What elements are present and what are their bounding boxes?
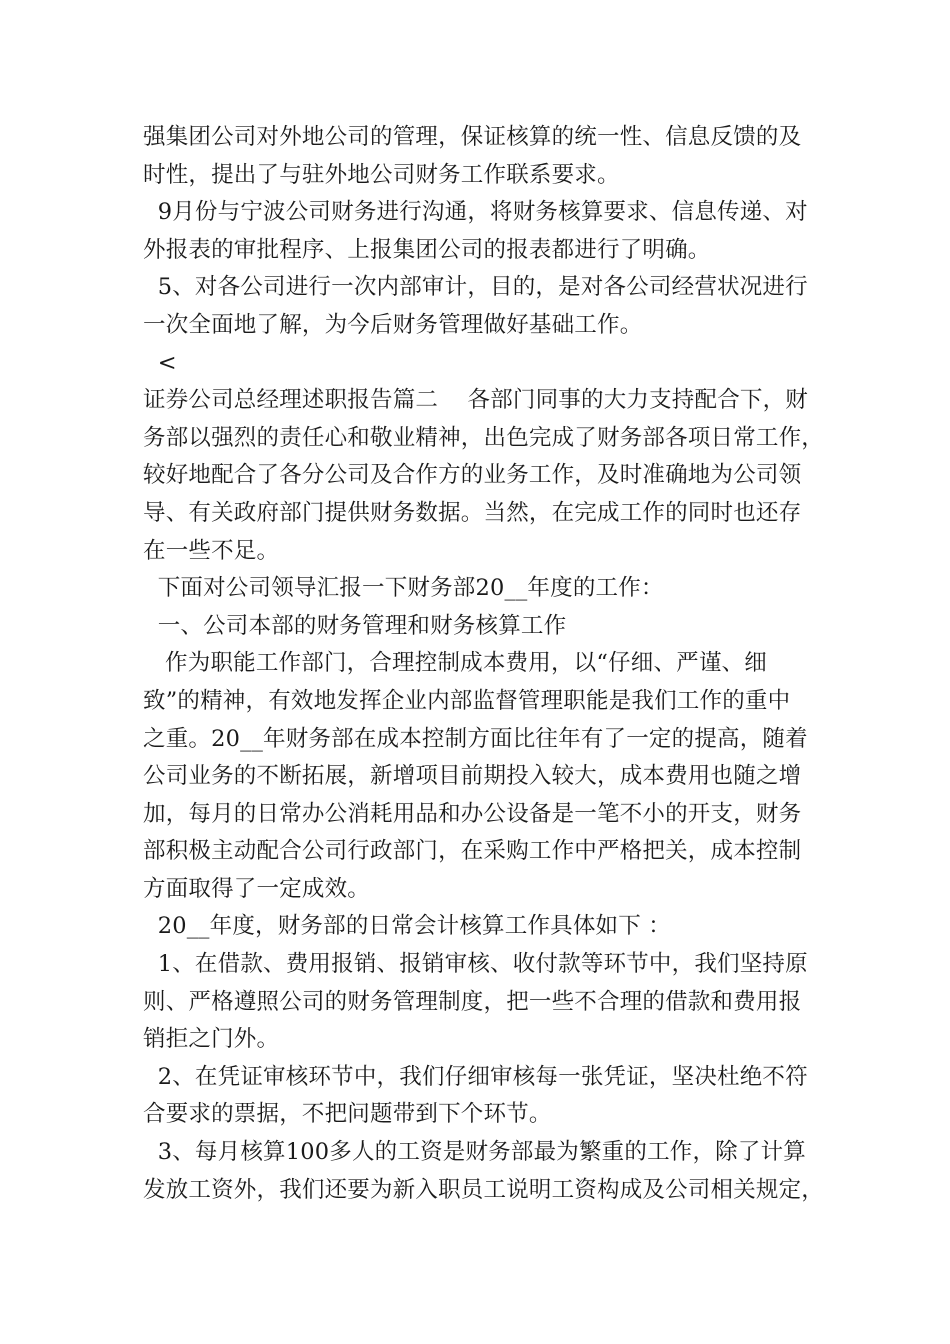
text-line: 一、公司本部的财务管理和财务核算工作 bbox=[143, 612, 567, 639]
section-heading-line: 证券公司总经理述职报告篇二 各部门同事的大力支持配合下，财 bbox=[143, 387, 809, 414]
text-line: 则、严格遵照公司的财务管理制度，把一些不合理的借款和费用报 bbox=[143, 988, 802, 1015]
text-line: 之重。20__年财务部在成本控制方面比往年有了一定的提高，随着 bbox=[143, 725, 808, 752]
document-body bbox=[143, 119, 825, 1209]
text-line: 时性，提出了与驻外地公司财务工作联系要求。 bbox=[143, 161, 620, 188]
text-line: 5、对各公司进行一次内部审计，目的，是对各公司经营状况进行 bbox=[143, 274, 808, 301]
text-line: 公司业务的不断拓展，新增项目前期投入较大，成本费用也随之增 bbox=[143, 763, 802, 790]
text-line: 部积极主动配合公司行政部门，在采购工作中严格把关，成本控制 bbox=[143, 838, 802, 865]
text-line: 在一些不足。 bbox=[143, 537, 280, 564]
text-line: 作为职能工作部门，合理控制成本费用，以“仔细、严谨、细 bbox=[143, 650, 767, 677]
text-line: 2、在凭证审核环节中，我们仔细审核每一张凭证，坚决杜绝不符 bbox=[143, 1063, 808, 1090]
text-line: 3、每月核算100多人的工资是财务部最为繁重的工作，除了计算 bbox=[143, 1139, 806, 1166]
text-line: 下面对公司领导汇报一下财务部20__年度的工作： bbox=[143, 575, 664, 602]
text-line: 导、有关政府部门提供财务数据。当然，在完成工作的同时也还存 bbox=[143, 499, 802, 526]
text-line: 较好地配合了各分公司及合作方的业务工作，及时准确地为公司领 bbox=[143, 462, 802, 489]
text-line: 加，每月的日常办公消耗用品和办公设备是一笔不小的开支，财务 bbox=[143, 800, 802, 827]
text-line: 致”的精神，有效地发挥企业内部监督管理职能是我们工作的重中 bbox=[143, 687, 791, 714]
text-line: 务部以强烈的责任心和敬业精神，出色完成了财务部各项日常工作， bbox=[143, 424, 825, 451]
text-line: 合要求的票据，不把问题带到下个环节。 bbox=[143, 1101, 552, 1128]
text-line: 发放工资外，我们还要为新入职员工说明工资构成及公司相关规定， bbox=[143, 1176, 825, 1203]
text-line: 1、在借款、费用报销、报销审核、收付款等环节中，我们坚持原 bbox=[143, 951, 808, 978]
text-line: < bbox=[143, 349, 177, 376]
text-line: 一次全面地了解，为今后财务管理做好基础工作。 bbox=[143, 311, 643, 338]
text-line: 方面取得了一定成效。 bbox=[143, 875, 371, 902]
text-line: 强集团公司对外地公司的管理，保证核算的统一性、信息反馈的及 bbox=[143, 124, 802, 150]
text-line: 销拒之门外。 bbox=[143, 1026, 280, 1053]
text-line: 9月份与宁波公司财务进行沟通，将财务核算要求、信息传递、对 bbox=[143, 199, 808, 226]
text-line: 20__年度，财务部的日常会计核算工作具体如下 ： bbox=[143, 913, 671, 940]
text-line: 外报表的审批程序、上报集团公司的报表都进行了明确。 bbox=[143, 236, 711, 263]
